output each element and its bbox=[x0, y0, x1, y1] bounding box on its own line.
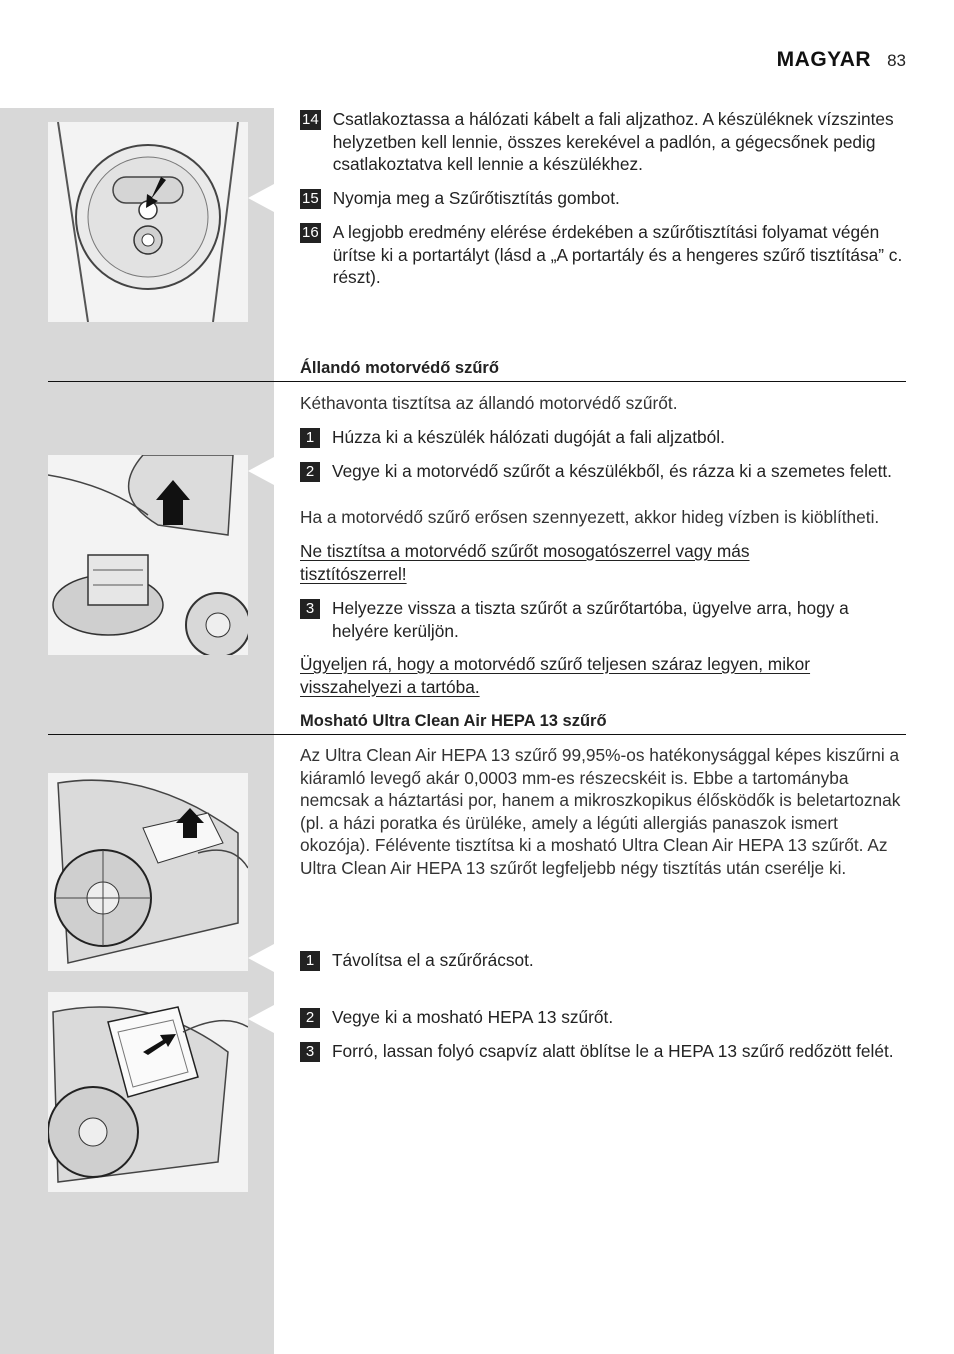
hepa-step-1 bbox=[300, 949, 906, 972]
step-text: Csatlakoztassa a hálózati kábelt a fali aljzathoz. A készüléknek vízszintes helyzetben kell lennie, összes kerekével a padlón, a gégecsőnek pedig csatlakoztatva kell lennie a készülékhez. bbox=[332, 109, 894, 174]
pointer-arrow-1 bbox=[248, 184, 274, 212]
page-header bbox=[777, 48, 906, 72]
step-number-badge: 3 bbox=[300, 1042, 320, 1062]
step-text: A legjobb eredmény elérése érdekében a szűrőtisztítási folyamat végén ürítse ki a portartályt (lásd a „A portartály és a hengeres szűrő tisztítása” c. részt). bbox=[332, 222, 903, 287]
step-number-badge: 15 bbox=[302, 190, 319, 207]
pointer-arrow-2 bbox=[248, 457, 274, 485]
step-text: Távolítsa el a szűrőrácsot. bbox=[332, 950, 534, 970]
step-text: Helyezze vissza a tiszta szűrőt a szűrőtartóba, ügyelve arra, hogy a helyére kerüljön. bbox=[332, 598, 849, 641]
step-number-badge: 1 bbox=[300, 951, 320, 971]
section-divider bbox=[48, 381, 906, 382]
step-text: Vegye ki a motorvédő szűrőt a készülékből, és rázza ki a szemetes felett. bbox=[332, 461, 892, 481]
step-number-badge: 3 bbox=[300, 599, 320, 619]
illustration-filter-clean-button bbox=[48, 122, 248, 322]
motor-step-2 bbox=[300, 460, 906, 483]
page-number: 83 bbox=[887, 51, 906, 70]
step-number-badge: 2 bbox=[300, 1008, 320, 1028]
section-divider bbox=[48, 734, 906, 735]
illustration-grille-removal bbox=[48, 773, 248, 971]
step-number-badge: 2 bbox=[300, 462, 320, 482]
illustration-motor-filter bbox=[48, 455, 248, 655]
grille-removal-drawing bbox=[48, 773, 248, 971]
language-label: MAGYAR bbox=[776, 48, 872, 71]
step-text: Húzza ki a készülék hálózati dugóját a fali aljzatból. bbox=[332, 427, 725, 447]
motor-step-3 bbox=[300, 597, 906, 642]
illustration-hepa-filter bbox=[48, 992, 248, 1192]
vacuum-top-panel-drawing bbox=[48, 122, 248, 322]
step-text: Forró, lassan folyó csapvíz alatt öblítse le a HEPA 13 szűrő redőzött felét. bbox=[332, 1041, 894, 1061]
section-intro: Kéthavonta tisztítsa az állandó motorvédő szűrőt. bbox=[300, 393, 678, 413]
section-heading-hepa-filter: Mosható Ultra Clean Air HEPA 13 szűrő bbox=[300, 712, 607, 730]
pointer-arrow-3 bbox=[248, 944, 274, 972]
step-text: Nyomja meg a Szűrőtisztítás gombot. bbox=[332, 188, 620, 208]
hepa-filter-removal-drawing bbox=[48, 992, 248, 1192]
step-16 bbox=[300, 221, 906, 289]
dry-filter-warning: Ügyeljen rá, hogy a motorvédő szűrő teljesen száraz legyen, mikor visszahelyezi a tartóba. bbox=[300, 654, 811, 697]
pointer-arrow-4 bbox=[248, 1005, 274, 1033]
hepa-intro: Az Ultra Clean Air HEPA 13 szűrő 99,95%-os hatékonysággal képes kiszűrni a kiáramló levegő akár 0,0003 mm-es részecskéit is. Ebbe a tartományba nemcsak a háztartási por, hanem a mikroszkopikus élősködők is beletartoznak (pl. a házi poratka és ürüléke, amely a légúti allergiás panaszok ismert okozója). Félévente tisztítsa ki a mosható Ultra Clean Air HEPA 13 szűrőt. Az Ultra Clean Air HEPA 13 szűrőt legfeljebb négy tisztítás után cserélje ki. bbox=[300, 745, 901, 878]
step-text: Vegye ki a mosható HEPA 13 szűrőt. bbox=[332, 1007, 614, 1027]
hepa-step-3 bbox=[300, 1040, 906, 1063]
rinse-note: Ha a motorvédő szűrő erősen szennyezett, akkor hideg vízben is kiöblítheti. bbox=[300, 507, 880, 527]
step-14 bbox=[300, 108, 906, 176]
motor-filter-removal-drawing bbox=[48, 455, 248, 655]
step-number-badge: 14 bbox=[302, 111, 319, 128]
step-number-badge: 1 bbox=[300, 428, 320, 448]
hepa-step-2 bbox=[300, 1006, 906, 1029]
detergent-warning: Ne tisztítsa a motorvédő szűrőt mosogatószerrel vagy más tisztítószerrel! bbox=[300, 541, 750, 584]
step-15 bbox=[300, 187, 906, 210]
motor-step-1 bbox=[300, 426, 906, 449]
step-number-badge: 16 bbox=[302, 224, 319, 241]
section-heading-motor-filter: Állandó motorvédő szűrő bbox=[300, 359, 499, 377]
